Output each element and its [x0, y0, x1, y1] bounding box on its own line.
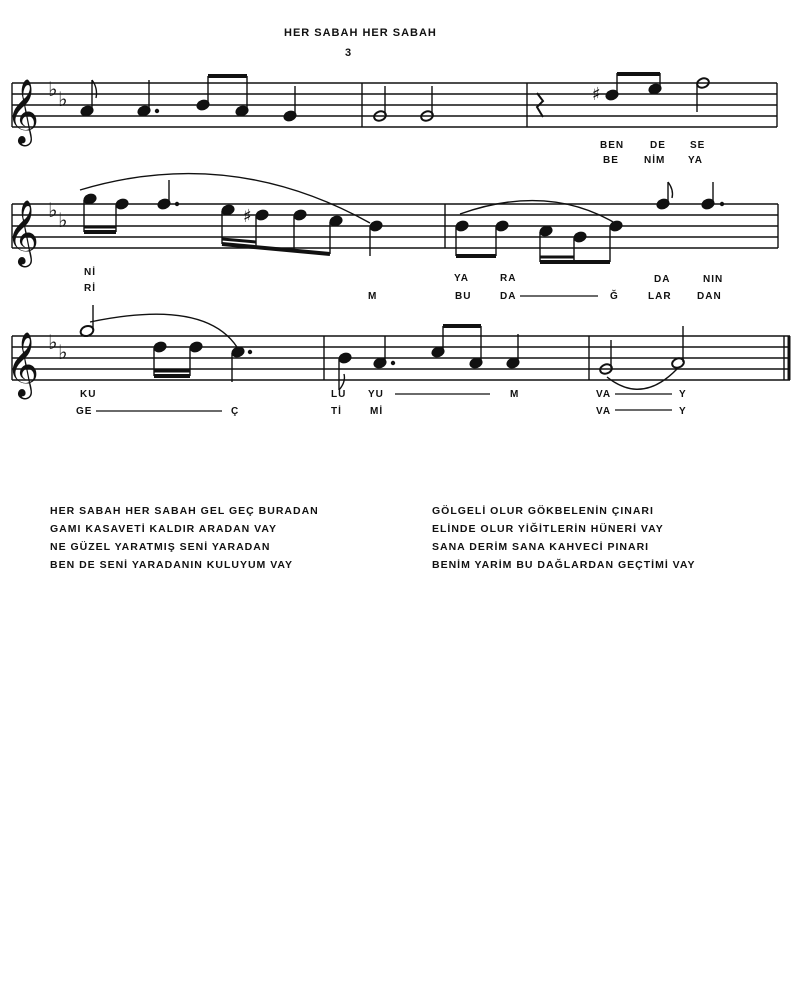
- verse-left-line: NE GÜZEL YARATMIŞ SENİ YARADAN: [50, 541, 271, 553]
- lyric-syllable: SE: [690, 140, 706, 151]
- lyric-syllable: VA: [596, 389, 612, 400]
- lyric-syllable: M: [368, 291, 378, 302]
- treble-clef-icon: 𝄞: [6, 79, 40, 144]
- staff-1: [12, 83, 777, 127]
- lyric-syllable: DA: [654, 274, 671, 285]
- page-number: 3: [345, 47, 352, 59]
- treble-clef-icon: 𝄞: [6, 200, 40, 265]
- verse-right-line: SANA DERİM SANA KAHVECİ PINARI: [432, 541, 650, 553]
- lyric-syllable: Mİ: [370, 406, 384, 417]
- lyric-syllable: Y: [679, 406, 687, 417]
- lyric-syllable: BU: [455, 291, 472, 302]
- lyric-syllable: VA: [596, 406, 612, 417]
- song-title: HER SABAH HER SABAH: [284, 27, 437, 39]
- lyric-syllable: BEN: [600, 140, 625, 151]
- verse-left-line: HER SABAH HER SABAH GEL GEÇ BURADAN: [50, 505, 319, 517]
- verse-left-line: BEN DE SENİ YARADANIN KULUYUM VAY: [50, 559, 294, 571]
- lyric-syllable: Rİ: [84, 283, 96, 294]
- flat-icon: ♭: [58, 208, 68, 232]
- lyric-syllable: NİM: [644, 155, 666, 166]
- lyric-syllable: Ğ: [610, 291, 619, 302]
- treble-clef-icon: 𝄞: [6, 332, 40, 397]
- lyric-syllable: DAN: [697, 291, 722, 302]
- lyric-syllable: GE: [76, 406, 93, 417]
- lyric-syllable: M: [510, 389, 520, 400]
- flat-icon: ♭: [58, 340, 68, 364]
- flat-icon: ♭: [58, 87, 68, 111]
- lyric-syllable: RA: [500, 273, 517, 284]
- lyric-syllable: BE: [603, 155, 619, 166]
- verse-right-line: GÖLGELİ OLUR GÖKBELENİN ÇINARI: [432, 505, 654, 517]
- lyric-syllable: Tİ: [331, 406, 342, 417]
- verse-right-line: ELİNDE OLUR YİĞİTLERİN HÜNERİ VAY: [432, 523, 664, 535]
- lyric-syllable: DA: [500, 291, 517, 302]
- verse-left-line: GAMI KASAVETİ KALDIR ARADAN VAY: [50, 523, 278, 535]
- lyric-syllable: NIN: [703, 274, 724, 285]
- lyric-syllable: YA: [454, 273, 469, 284]
- lyric-syllable: YU: [368, 389, 384, 400]
- flat-icon: ♭: [48, 198, 58, 222]
- lyric-syllable: YA: [688, 155, 703, 166]
- lyric-syllable: LAR: [648, 291, 672, 302]
- flat-icon: ♭: [48, 77, 58, 101]
- sharp-icon: ♯: [243, 206, 252, 227]
- lyric-syllable: Ç: [231, 406, 240, 417]
- verse-right-line: BENİM YARİM BU DAĞLARDAN GEÇTİMİ VAY: [432, 559, 696, 571]
- staff-2: [12, 204, 778, 248]
- lyric-syllable: Y: [679, 389, 687, 400]
- sharp-icon: ♯: [592, 84, 601, 105]
- flat-icon: ♭: [48, 330, 58, 354]
- lyric-syllable: DE: [650, 140, 666, 151]
- lyric-syllable: KU: [80, 389, 97, 400]
- lyric-syllable: LU: [331, 389, 347, 400]
- lyric-syllable: Nİ: [84, 267, 96, 278]
